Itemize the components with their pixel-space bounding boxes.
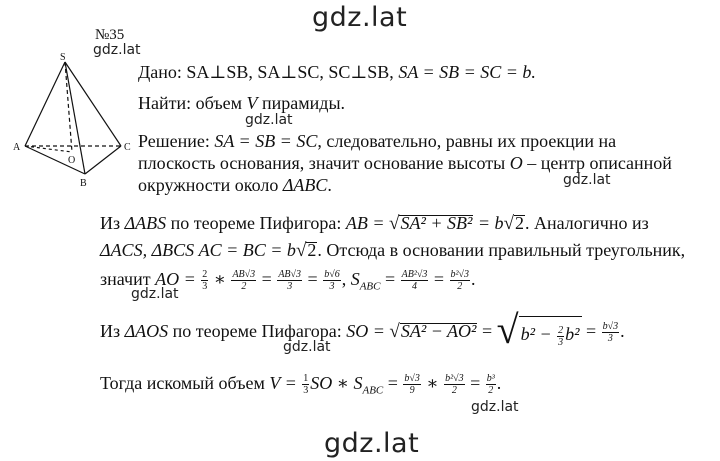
solution-line3-b: . [327,175,332,195]
step5-frac-4: $\frac{\text{b³}}{2}$ [486,373,495,397]
watermark-left-mid: gdz.lat [131,286,179,302]
step5-frac-1: $\frac{1}{3}$ [303,373,309,397]
step1-eq2: = b [477,213,504,233]
label-a: A [13,142,21,153]
step4-line: Из ΔAOS по теореме Пифагора: SO = √SA² − AO² = √ b² − $\frac{2}{3}$ b² = $\frac{b√3}{3}$ . [100,307,625,352]
solution-eq: SA = SB = SC [214,131,318,151]
watermark-near-find: gdz.lat [245,112,293,128]
step1-line: Из ΔABS по теореме Пифигора: AB = √SA² + SB² = b√2. Аналогично из [100,213,649,234]
step3-line: значит AO = $\frac{2}{3}$ ∗ $\frac{AB√3}{2}$ = $\frac{AB√3}{3}$ = $\frac{b√6}{3}$ , $S_{ABC}$ = $\frac{\text{AB²√3}}{4}$ = $\frac{\text{b²√3}}{2}$ . [100,269,476,293]
step5-line: Тогда искомый объем V = $\frac{1}{3}$ SO ∗ $S_{ABC}$ = $\frac{b√3}{9}$ ∗ $\frac{\text{b²√3}}{2}$ = $\frac{\text{b³}}{2}$ . [100,373,502,397]
step3-frac-3: $\frac{AB√3}{3}$ [278,269,302,293]
step4-a: Из [100,321,121,341]
given-cond-2: SA⊥SC, [257,62,324,82]
find-label: Найти: объем [138,93,243,113]
step4-lhs: SO = [346,321,385,341]
step2-rest: . Отсюда в основании правильный треугольник, [317,240,686,260]
step2-tris: ΔACS, ΔBCS [100,240,195,260]
step3-frac-1: $\frac{2}{3}$ [202,269,208,293]
step1-c: . Аналогично из [525,213,649,233]
solution-line3-tri: ΔABC [282,175,328,195]
step1-tri: ΔABS [124,213,167,233]
step3-star: ∗ [213,269,226,289]
step3-frac-5: $\frac{\text{AB²√3}}{4}$ [401,269,428,293]
step3-s: S [350,269,360,289]
watermark-under-number: gdz.lat [93,42,141,58]
step1-lhs: AB = [345,213,385,233]
step2-line: ΔACS, ΔBCS AC = BC = b√2. Отсюда в основании правильный треугольник, [100,240,686,261]
step3-ao: AO = [155,269,196,289]
solution-line-1 [138,130,616,152]
watermark-right-mid: gdz.lat [563,172,611,188]
step3-frac-6: $\frac{\text{b²√3}}{2}$ [450,269,469,293]
given-cond-3: SC⊥SB, [328,62,394,82]
solution-label: Решение: [138,131,210,151]
watermark-bottom: gdz.lat [324,428,420,459]
step5-so: SO ∗ S [310,373,363,393]
edge-bc [85,146,121,174]
step2-eq: AC = BC = b [198,240,296,260]
edge-sc [65,62,121,146]
step4-b: по теореме Пифагора: [172,321,342,341]
find-var: V [246,93,258,113]
step5-frac-2: $\frac{b√3}{9}$ [404,373,420,397]
label-o: O [68,155,76,166]
label-b: B [80,178,87,189]
label-c: C [124,142,131,153]
watermark-mid2: gdz.lat [283,339,331,355]
problem-number: №35 [95,27,125,43]
step4-big-radicand: b² − $\frac{2}{3}$ b² [519,316,582,349]
pyramid-figure [8,52,138,192]
solution-line2-o: O [509,153,523,173]
given-label: Дано: [138,62,182,82]
edge-sa [25,62,65,146]
step3-a: значит [100,269,151,289]
step4-tri: ΔAOS [124,321,169,341]
solution-line2-a: плоскость основания, значит основание высоты [138,153,506,173]
step1-a: Из [100,213,121,233]
step3-frac-2: $\frac{AB√3}{2}$ [232,269,256,293]
step1-b: по теореме Пифигора: [170,213,342,233]
step3-frac-4: $\frac{b√6}{3}$ [324,269,340,293]
watermark-near-end: gdz.lat [471,399,519,415]
given-cond-1: SA⊥SB, [186,62,253,82]
given-cond-4: SA = SB = SC = b. [398,62,536,82]
step5-v: V = [269,373,297,393]
step1-radicand-2: 2 [515,213,524,233]
given-line [138,61,536,83]
find-line [138,92,345,114]
solution-line-2 [138,152,672,174]
step5-a: Тогда искомый объем [100,373,265,393]
solution-line-3 [138,174,332,196]
step4-radicand: SA² − AO² [400,321,477,341]
height-so [65,62,72,152]
find-rest: пирамиды. [262,93,346,113]
step2-radicand: 2 [307,240,317,260]
step4-result: $\frac{b√3}{3}$ [602,321,619,345]
solution-line1-rest: , следовательно, равны их проекции на [317,131,617,151]
step5-frac-3: $\frac{\text{b²√3}}{2}$ [445,373,464,397]
step1-radicand: SA² + SB² [400,213,473,233]
solution-line2-b: – центр описанной [527,153,672,173]
watermark-top: gdz.lat [312,2,408,33]
label-s: S [60,52,66,63]
solution-line3-a: окружности около [138,175,279,195]
